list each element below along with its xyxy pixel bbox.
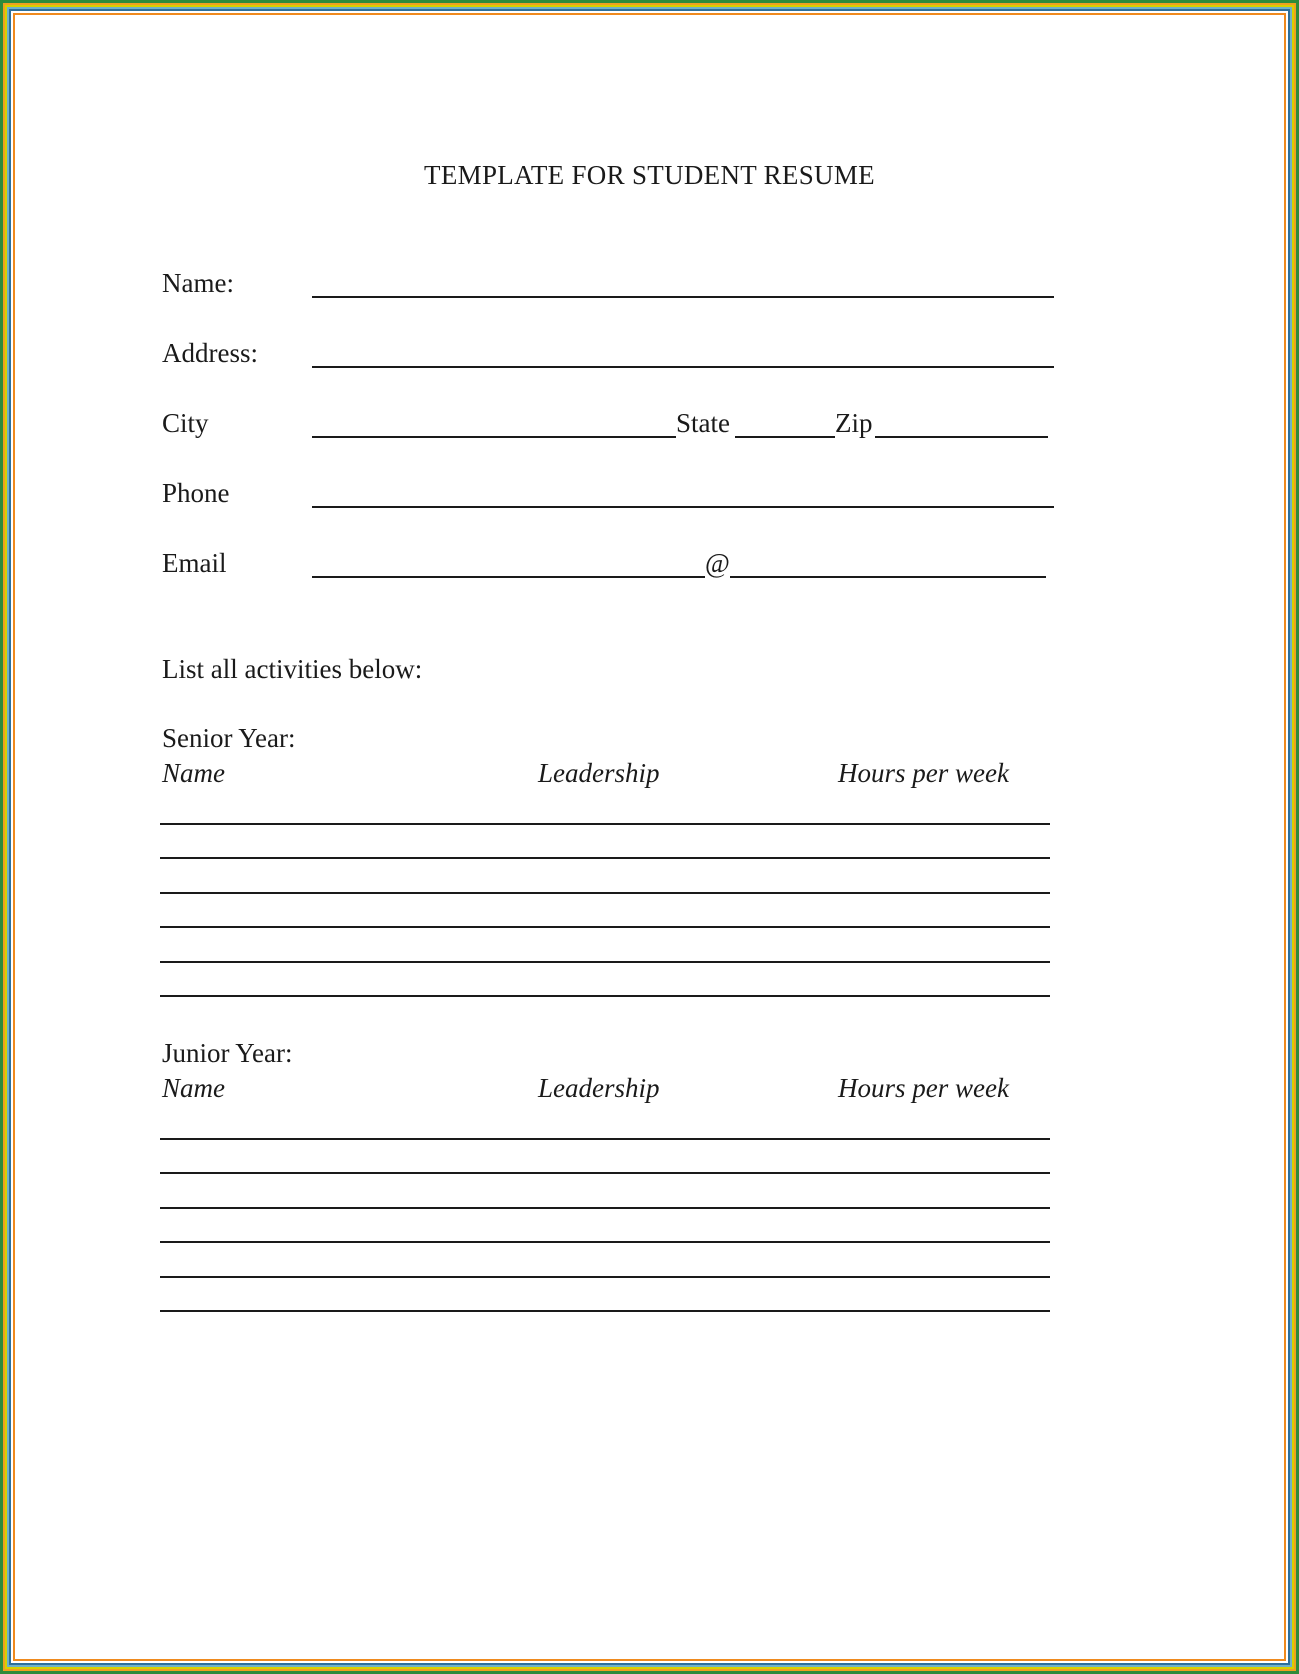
- activities-intro: List all activities below:: [162, 654, 423, 684]
- junior-activity-line[interactable]: [160, 1138, 1050, 1140]
- senior-col-leadership: Leadership: [538, 758, 660, 788]
- senior-activity-line[interactable]: [160, 995, 1050, 997]
- address-label: Address:: [162, 338, 258, 368]
- name-field-row: [162, 268, 1062, 308]
- junior-activity-line[interactable]: [160, 1241, 1050, 1243]
- email-label: Email: [162, 548, 227, 578]
- city-blank-line[interactable]: [312, 436, 676, 438]
- city-label: City: [162, 408, 209, 438]
- senior-activity-line[interactable]: [160, 926, 1050, 928]
- phone-field-row: [162, 478, 1062, 518]
- email-at-sign: @: [705, 548, 730, 578]
- email-user-blank-line[interactable]: [312, 576, 705, 578]
- phone-label: Phone: [162, 478, 230, 508]
- name-blank-line[interactable]: [312, 296, 1054, 298]
- email-field-row: [162, 548, 1062, 588]
- email-domain-blank-line[interactable]: [730, 576, 1046, 578]
- senior-col-hours: Hours per week: [838, 758, 1009, 788]
- junior-activity-line[interactable]: [160, 1310, 1050, 1312]
- senior-activity-line[interactable]: [160, 961, 1050, 963]
- city-state-zip-row: [162, 408, 1062, 448]
- senior-activity-line[interactable]: [160, 892, 1050, 894]
- junior-activity-line[interactable]: [160, 1172, 1050, 1174]
- junior-activity-line[interactable]: [160, 1276, 1050, 1278]
- phone-blank-line[interactable]: [312, 506, 1054, 508]
- senior-year-heading: Senior Year:: [162, 723, 296, 753]
- zip-blank-line[interactable]: [875, 436, 1048, 438]
- senior-activity-line[interactable]: [160, 857, 1050, 859]
- address-field-row: [162, 338, 1062, 378]
- page-title: TEMPLATE FOR STUDENT RESUME: [424, 160, 875, 190]
- name-label: Name:: [162, 268, 234, 298]
- senior-col-name: Name: [162, 758, 225, 788]
- junior-col-hours: Hours per week: [838, 1073, 1009, 1103]
- zip-label: Zip: [835, 408, 873, 438]
- senior-activity-line[interactable]: [160, 823, 1050, 825]
- state-blank-line[interactable]: [735, 436, 835, 438]
- junior-year-heading: Junior Year:: [162, 1038, 293, 1068]
- junior-col-name: Name: [162, 1073, 225, 1103]
- junior-activity-line[interactable]: [160, 1207, 1050, 1209]
- address-blank-line[interactable]: [312, 366, 1054, 368]
- state-label: State: [676, 408, 730, 438]
- junior-col-leadership: Leadership: [538, 1073, 660, 1103]
